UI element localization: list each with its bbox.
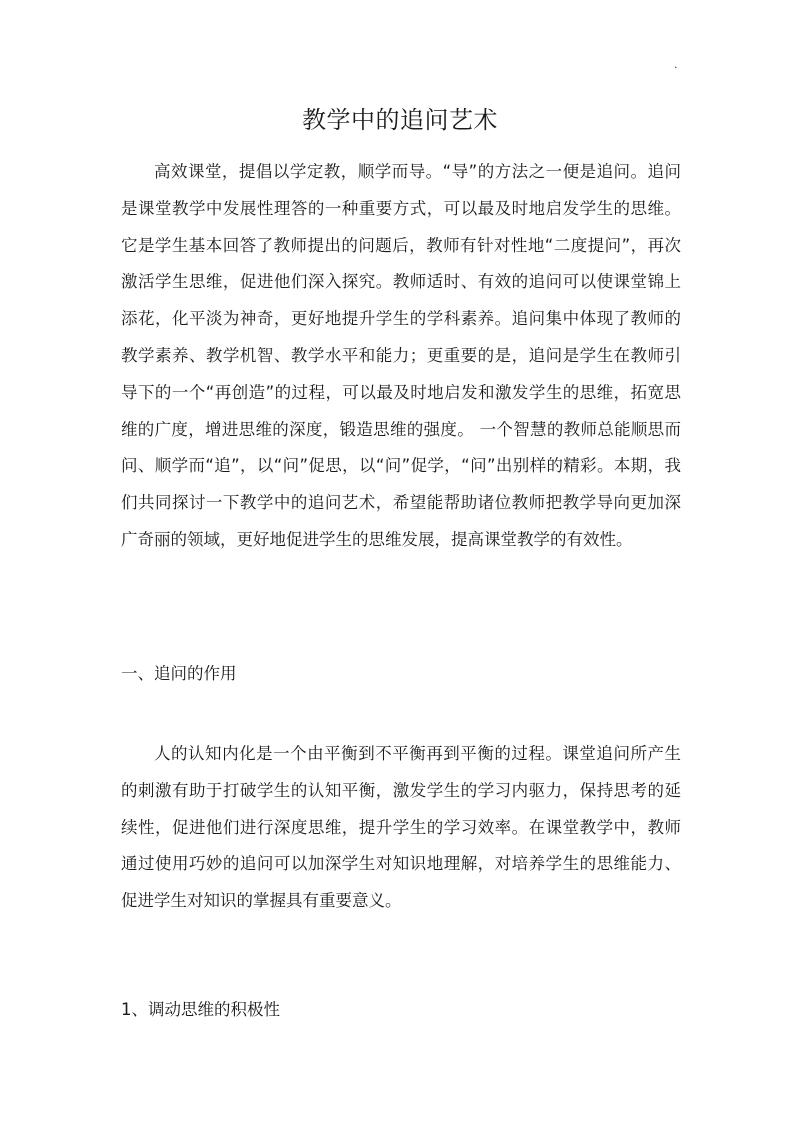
intro-paragraph: 高效课堂，提倡以学定教，顺学而导。“导”的方法之一便是追问。追问是课堂教学中发展性理答的一种重要方式，可以最及时地启发学生的思维。它是学生基本回答了教师提出的问题后，教师有针对性地“二度提问”，再次激活学生思维，促进他们深入探究。教师适时、有效的追问可以使课堂锦上添花，化平淡为神奇，更好地提升学生的学科素养。追问集中体现了教师的教学素养、教学机智、教学水平和能力；更重要的是，追问是学生在教师引导下的一个“再创造”的过程，可以最及时地启发和激发学生的思维，拓宽思维的广度，增进思维的深度，锻造思维的强度。 一个智慧的教师总能顺思而问、顺学而“追”，以“问”促思，以“问”促学，“问”出别样的精彩。本期，我们共同探讨一下教学中的追问艺术，希望能帮助诸位教师把教学导向更加深广奇丽的领域，更好地促进学生的思维发展，提高课堂教学的有效性。 <box>121 162 681 549</box>
section-paragraph: 人的认知内化是一个由平衡到不平衡再到平衡的过程。课堂追问所产生的刺激有助于打破学生的认知平衡，激发学生的学习内驱力，保持思考的延续性，促进他们进行深度思维，提升学生的学习效率。在课堂教学中，教师通过使用巧妙的追问可以加深学生对知识地理解，对培养学生的思维能力、促进学生对知识的掌握具有重要意义。 <box>121 744 681 911</box>
corner-mark: . <box>674 58 678 71</box>
subsection-heading: 1、调动思维的积极性 <box>121 1000 280 1019</box>
section-heading: 一、追问的作用 <box>121 664 237 683</box>
document-title: 教学中的追问艺术 <box>302 106 498 134</box>
